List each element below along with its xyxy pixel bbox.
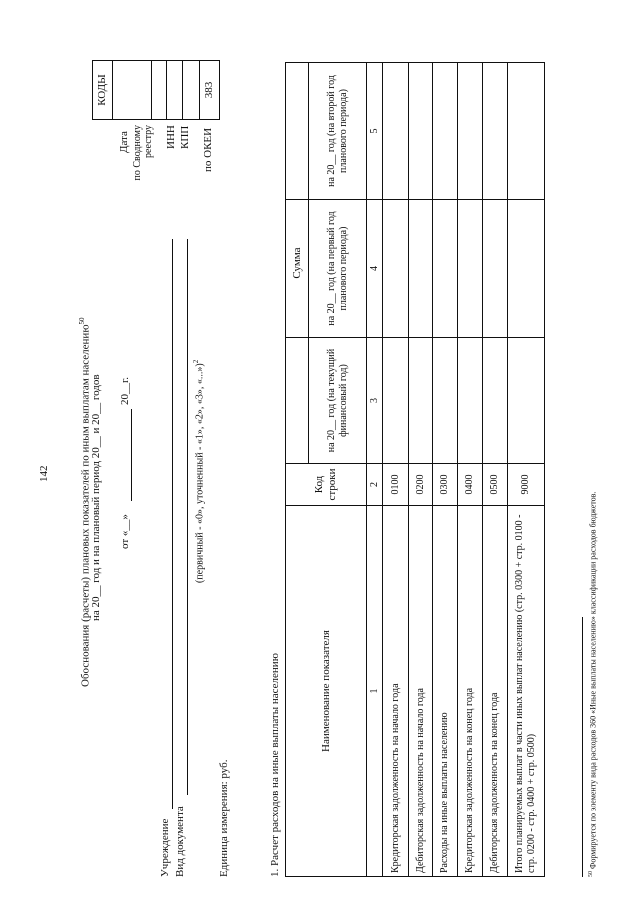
header-year-second-plan: на 20__ год (на второй год планового периода) [325, 75, 349, 187]
institution-label: Учреждение [159, 818, 171, 877]
colnum-4: 4 [368, 266, 380, 271]
codes-value-okei: 383 [202, 81, 215, 99]
codes-box [92, 60, 220, 120]
form-subtitle: на 20__ год и на плановый период 20__ и 20__ годов [90, 374, 102, 621]
header-year-first-plan: на 20__ год (на первый год планового периода) [325, 211, 349, 326]
colnum-3: 3 [368, 398, 380, 403]
table-row-code-0400: 0400 [464, 474, 475, 495]
footnote-mark: 50 [588, 871, 594, 877]
doc-type-hint: (первичный - «0», уточненный - «1», «2», «3», «...»)$^2$ [192, 359, 206, 583]
colnum-2: 2 [368, 482, 380, 487]
doc-type-label: Вид документа [174, 806, 186, 877]
section-title: 1. Расчет расходов на иные выплаты населению [269, 653, 281, 877]
doc-type-field[interactable] [187, 239, 188, 795]
table-row-name-0200: Дебиторская задолженность на начало года [414, 688, 426, 873]
codes-label-okei: по ОКЕИ [202, 127, 214, 172]
table-row-code-9000: 9000 [520, 474, 531, 495]
form-title-line1: Обоснования (расчеты) плановых показателей по иным выплатам населению [79, 324, 92, 687]
colnum-1: 1 [368, 688, 380, 694]
table-row-code-0100: 0100 [389, 474, 401, 495]
colnum-5: 5 [368, 128, 380, 134]
footnote-separator [582, 617, 583, 877]
codes-value-kpp[interactable] [182, 61, 200, 119]
page-number: 142 [38, 465, 50, 482]
institution-field[interactable] [172, 239, 173, 809]
unit-label: Единица измерения: руб. [218, 759, 230, 877]
date-prefix: от «__» [119, 514, 131, 549]
footnote-text: Формируется по элементу вида расходов 360 «Иные выплаты населению» классификации расходов бюджетов. [588, 491, 598, 869]
table-row-name-0300: Расходы на иные выплаты населению [439, 712, 450, 873]
table-row-name-0400: Кредиторская задолженность на конец года [464, 687, 475, 873]
codes-label-register: по Сводному реестру [132, 125, 154, 181]
table-row-code-0200: 0200 [414, 474, 426, 495]
codes-label-date: Дата [118, 131, 130, 153]
header-year-current: на 20__ год (на текущий финансовый год) [325, 348, 349, 453]
codes-label-inn: ИНН [165, 125, 177, 149]
form-title-footnote-mark: 50 [78, 317, 86, 325]
expense-table [285, 62, 545, 877]
table-row-name-0100: Кредиторская задолженность на начало года [389, 683, 401, 873]
codes-value-date[interactable] [113, 61, 152, 119]
codes-value-inn[interactable] [166, 61, 183, 119]
date-suffix: 20__г. [119, 376, 131, 405]
header-sum: Сумма [290, 247, 303, 279]
table-row-code-0500: 0500 [489, 474, 500, 495]
header-name: Наименование показателя [319, 630, 332, 752]
table-row-code-0300: 0300 [439, 474, 450, 495]
table-row-name-9000: Итого планируемых выплат в части иных выплат населению (стр. 0300 + стр. 0100 - стр. 0200 - стр. 0400 + стр. 0500) [514, 514, 537, 873]
table-row-name-0500: Дебиторская задолженность на конец года [489, 692, 500, 873]
codes-value-register[interactable] [151, 61, 167, 119]
codes-label-kpp: КПП [179, 125, 191, 149]
header-code: Код строки [313, 468, 338, 501]
codes-header: КОДЫ [93, 61, 113, 119]
footnote [586, 492, 599, 877]
